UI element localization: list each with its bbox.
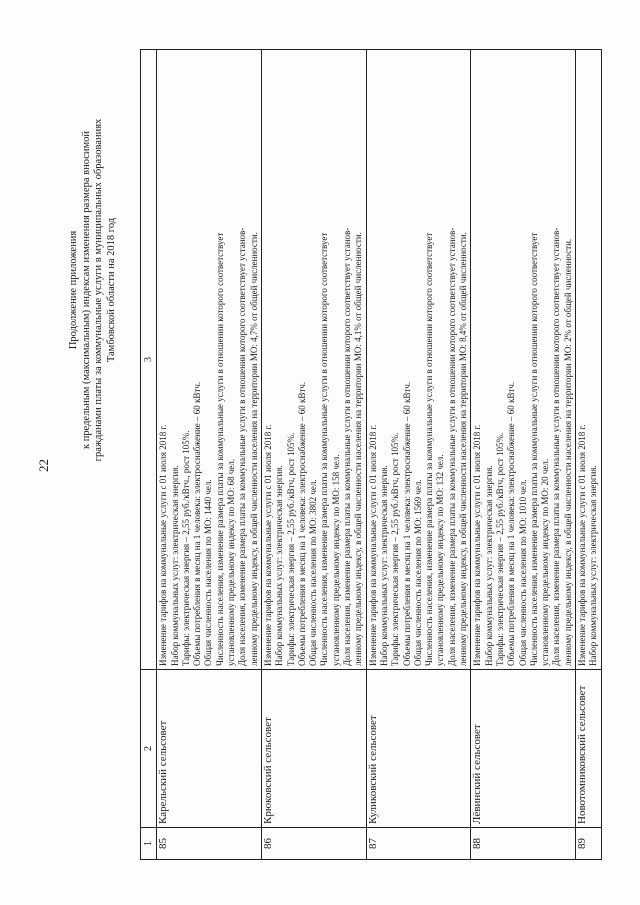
header-line: к предельным (максимальным) индексам изменения размера вносимой [80, 130, 92, 450]
description-line: Численность населения, изменение размера платы за коммунальные услуги в отношении которого соответствует [424, 232, 435, 666]
municipality-name: Новотомниковский сельсовет [575, 670, 601, 828]
description-line: ленному предельному индексу, в общей численности населения на территории МО: 4,7% от общей численности. [248, 232, 259, 666]
description-line: ленному предельному индексу, в общей численности населения на территории МО: 8,4% от общей численности. [458, 232, 469, 666]
tariff-description [471, 50, 576, 670]
description-line: Изменение тарифов на коммунальные услуги с 01 июля 2018 г. [158, 424, 169, 666]
tariff-description [261, 50, 366, 670]
tariff-description [157, 50, 262, 670]
description-line: Тарифы: электрическая энергия – 2,55 руб./кВтч, рост 105%. [390, 432, 401, 666]
description-line: Доля населения, изменение размера платы за коммунальные услуги в отношении которого соответствует установ- [446, 227, 457, 666]
description-line: Объемы потребления в месяц на 1 человека: электроснабжение – 60 кВтч. [401, 381, 412, 666]
description-line: Объемы потребления в месяц на 1 человека: электроснабжение – 60 кВтч. [192, 381, 203, 666]
column-header: 3 [141, 50, 157, 670]
table-row [261, 50, 366, 860]
municipality-name: Карельский сельсовет [157, 670, 262, 828]
description-line: Тарифы: электрическая энергия – 2,55 руб./кВтч., рост 105%. [180, 430, 191, 666]
row-number: 89 [575, 828, 601, 860]
row-number: 85 [157, 828, 262, 860]
header-line: Продолжение приложения [68, 230, 79, 350]
description-line: установленному предельному индексу по МО: 20 чел. [540, 458, 551, 666]
description-line: Общая численность населения по МО: 1569 чел. [412, 479, 423, 666]
rotated-sheet [36, 35, 630, 880]
description-line: Изменение тарифов на коммунальные услуги с 01 июля 2018 г. [262, 424, 273, 666]
page-number: 22 [36, 459, 51, 472]
description-line: Набор коммунальных услуг: электрическая энергия. [274, 465, 285, 666]
row-number: 86 [261, 828, 366, 860]
column-header: 2 [141, 670, 157, 828]
tariff-description [575, 50, 601, 670]
description-line: Изменение тарифов на коммунальные услуги с 01 июля 2018 г. [472, 424, 483, 666]
appendix-header [68, 75, 118, 505]
description-line: Общая численность населения по МО: 3802 чел. [308, 479, 319, 666]
description-line: установленному предельному индексу по МО: 158 чел. [330, 454, 341, 666]
description-line: установленному предельному индексу по МО: 132 чел. [435, 454, 446, 666]
description-line: Набор коммунальных услуг: электрическая энергия. [169, 465, 180, 666]
table-row [471, 50, 576, 860]
description-line: Изменение тарифов на коммунальные услуги с 01 июля 2018 г. [367, 424, 378, 666]
description-line: Набор коммунальных услуг: электрическая энергия. [588, 465, 599, 666]
description-line: Численность населения, изменение размера платы за коммунальные услуги в отношении которого соответствует [319, 232, 330, 666]
description-line: Изменение тарифов на коммунальные услуги с 01 июля 2018 г. [576, 424, 587, 666]
description-line: Общая численность населения по МО: 1440 чел. [203, 479, 214, 666]
description-line: Численность населения, изменение размера платы за коммунальные услуги в отношении которого соответствует [214, 232, 225, 666]
description-line: ленному предельному индексу, в общей численности населения на территории МО: 4,1% от общей численности. [353, 232, 364, 666]
header-line: Тамбовской области на 2018 год [105, 217, 117, 363]
description-line: установленному предельному индексу по МО: 68 чел. [226, 458, 237, 666]
description-line: Объемы потребления в месяц на 1 человека: электроснабжение – 60 кВтч. [506, 381, 517, 666]
header-line: гражданами платы за коммунальные услуги в муниципальных образованиях [93, 118, 104, 462]
description-line: ленному предельному индексу, в общей численности населения на территории МО: 2% от общей численности. [562, 238, 573, 666]
column-header: 1 [141, 828, 157, 860]
table-header-row [141, 50, 157, 860]
description-line: Численность населения, изменение размера платы за коммунальные услуги в отношении которого соответствует [528, 232, 539, 666]
table-row [575, 50, 601, 860]
description-line: Тарифы: электрическая энергия – 2,55 руб./кВтч, рост 105%. [494, 432, 505, 666]
municipality-name: Куликовский сельсовет [366, 670, 471, 828]
table-row [157, 50, 262, 860]
description-line: Тарифы: электрическая энергия – 2,55 руб./кВтч, рост 105%. [285, 432, 296, 666]
description-line: Набор коммунальных услуг: электрическая энергия. [378, 465, 389, 666]
row-number: 88 [471, 828, 576, 860]
description-line: Доля населения, изменение размера платы за коммунальные услуги в отношении которого соответствует установ- [342, 227, 353, 666]
description-line: Общая численность населения по МО: 1010 чел. [517, 479, 528, 666]
municipality-name: Лёвинский сельсовет [471, 670, 576, 828]
table-row [366, 50, 471, 860]
description-line: Доля населения, изменение размера платы за коммунальные услуги в отношении которого соответствует установ- [551, 227, 562, 666]
description-line: Набор коммунальных услуг: электрическая энергия. [483, 465, 494, 666]
row-number: 87 [366, 828, 471, 860]
municipal-index-table [140, 49, 602, 860]
tariff-description [366, 50, 471, 670]
description-line: Доля населения, изменение размера платы за коммунальные услуги в отношении которого соответствует установ- [237, 227, 248, 666]
municipality-name: Крюковский сельсовет [261, 670, 366, 828]
description-line: Объемы потребления в месяц на 1 человека: электроснабжение – 60 кВтч. [296, 381, 307, 666]
